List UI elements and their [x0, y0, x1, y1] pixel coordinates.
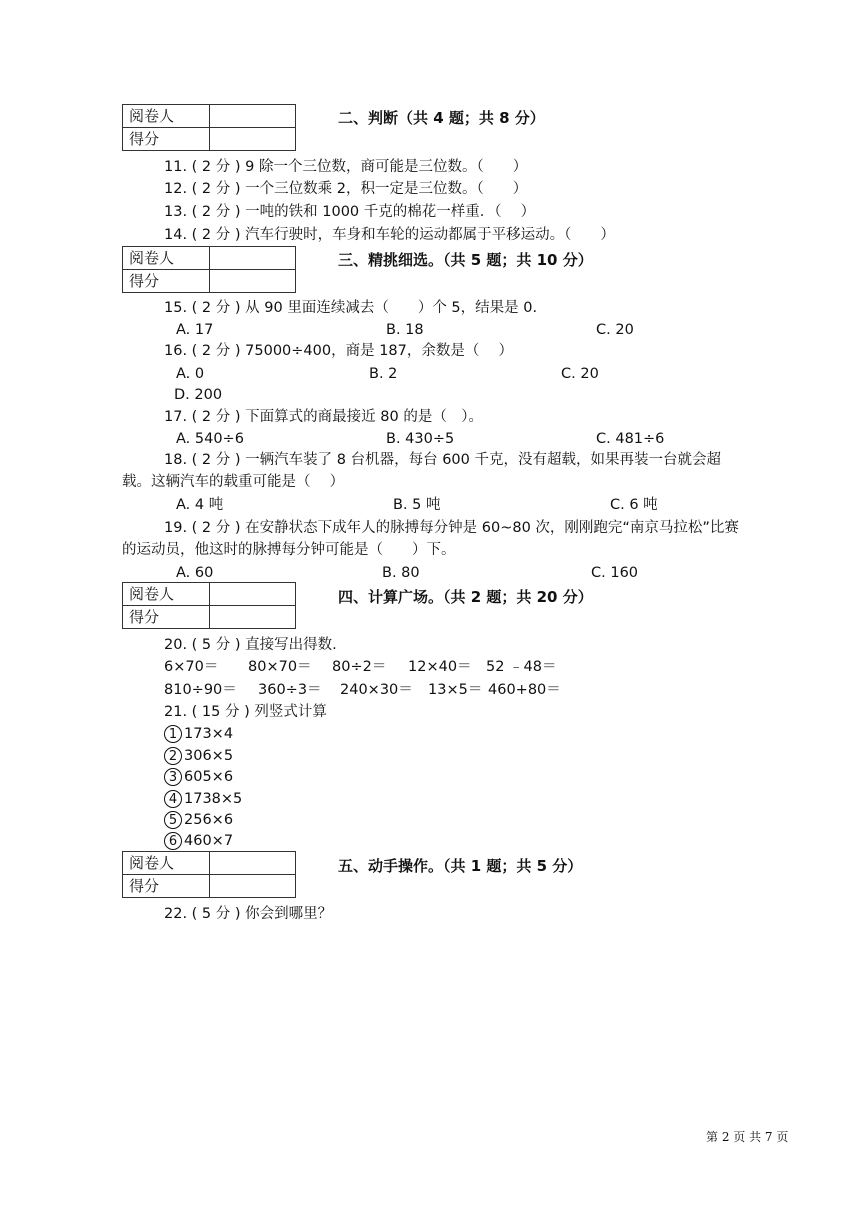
calc-item: 80×70＝	[248, 659, 312, 675]
option-a[interactable]: A. 17	[176, 322, 214, 338]
vertical-calc-item	[164, 746, 233, 766]
score-cell[interactable]	[210, 606, 296, 629]
calc-item: 80÷2＝	[332, 659, 387, 675]
option-c[interactable]: C. 160	[591, 565, 639, 581]
reviewer-label: 阅卷人	[123, 105, 210, 128]
score-label: 得分	[123, 128, 210, 151]
option-b[interactable]: B. 2	[369, 366, 398, 382]
score-cell[interactable]	[210, 875, 296, 898]
page-footer: 第 2 页 共 7 页	[706, 1130, 789, 1144]
score-box	[122, 851, 296, 898]
circled-number: 1	[164, 725, 182, 743]
vertical-calc-item	[164, 789, 242, 809]
question-16: 16. ( 2 分 ) 75000÷400，商是 187，余数是（ ）	[164, 343, 513, 359]
section-title: 二、判断（共 4 题；共 8 分）	[338, 109, 545, 127]
option-c[interactable]: C. 20	[561, 366, 599, 382]
circled-number: 5	[164, 811, 182, 829]
circled-number: 3	[164, 768, 182, 786]
calc-item: 360÷3＝	[258, 682, 322, 698]
score-label: 得分	[123, 270, 210, 293]
reviewer-label: 阅卷人	[123, 852, 210, 875]
option-a[interactable]: A. 4 吨	[176, 497, 224, 513]
option-c[interactable]: C. 481÷6	[596, 431, 665, 447]
option-a[interactable]: A. 540÷6	[176, 431, 244, 447]
reviewer-cell[interactable]	[210, 105, 296, 128]
question-15: 15. ( 2 分 ) 从 90 里面连续减去（ ）个 5，结果是 0.	[164, 300, 538, 316]
calc-expression: 460×7	[184, 833, 234, 849]
calc-item: 460+80＝	[488, 682, 561, 698]
reviewer-cell[interactable]	[210, 247, 296, 270]
vertical-calc-item	[164, 810, 233, 830]
calc-expression: 306×5	[184, 748, 234, 764]
question-17: 17. ( 2 分 ) 下面算式的商最接近 80 的是（ ）。	[164, 409, 484, 425]
section-title: 四、计算广场。（共 2 题；共 20 分）	[338, 588, 593, 606]
option-b[interactable]: B. 5 吨	[393, 497, 441, 513]
score-box	[122, 246, 296, 293]
score-label: 得分	[123, 606, 210, 629]
score-cell[interactable]	[210, 128, 296, 151]
calc-item: 52 ﹣48＝	[486, 659, 557, 675]
question-19: 19. ( 2 分 ) 在安静状态下成年人的脉搏每分钟是 60~80 次，刚刚跑完“南京马拉松”比赛的运动员，他这时的脉搏每分钟可能是（ ）下。	[122, 520, 739, 558]
reviewer-cell[interactable]	[210, 583, 296, 606]
vertical-calc-item	[164, 767, 233, 787]
question-20: 20. ( 5 分 ) 直接写出得数.	[164, 637, 337, 653]
calc-row-2	[164, 680, 561, 700]
circled-number: 6	[164, 832, 182, 850]
option-a[interactable]: A. 60	[176, 565, 214, 581]
question-21: 21. ( 15 分 ) 列竖式计算	[164, 704, 327, 720]
score-cell[interactable]	[210, 270, 296, 293]
section-title: 五、动手操作。（共 1 题；共 5 分）	[338, 857, 583, 875]
calc-item: 240×30＝	[340, 682, 413, 698]
question-22: 22. ( 5 分 ) 你会到哪里？	[164, 906, 333, 922]
reviewer-label: 阅卷人	[123, 247, 210, 270]
option-d[interactable]: D. 200	[174, 387, 223, 403]
vertical-calc-item	[164, 831, 233, 851]
score-box	[122, 104, 296, 151]
option-b[interactable]: B. 18	[386, 322, 424, 338]
option-c[interactable]: C. 20	[596, 322, 634, 338]
calc-item: 810÷90＝	[164, 682, 237, 698]
reviewer-label: 阅卷人	[123, 583, 210, 606]
score-label: 得分	[123, 875, 210, 898]
circled-number: 2	[164, 747, 182, 765]
question-13: 13. ( 2 分 ) 一吨的铁和 1000 千克的棉花一样重．（ ）	[164, 204, 536, 220]
reviewer-cell[interactable]	[210, 852, 296, 875]
option-b[interactable]: B. 430÷5	[386, 431, 455, 447]
calc-expression: 605×6	[184, 769, 234, 785]
question-12: 12. ( 2 分 ) 一个三位数乘 2，积一定是三位数。（ ）	[164, 181, 528, 197]
option-b[interactable]: B. 80	[382, 565, 420, 581]
calc-row-1	[164, 657, 557, 677]
calc-item: 12×40＝	[408, 659, 472, 675]
option-c[interactable]: C. 6 吨	[610, 497, 658, 513]
circled-number: 4	[164, 790, 182, 808]
option-a[interactable]: A. 0	[176, 366, 205, 382]
question-11: 11. ( 2 分 ) 9 除一个三位数，商可能是三位数。（ ）	[164, 159, 528, 175]
section-title: 三、精挑细选。（共 5 题；共 10 分）	[338, 251, 593, 269]
question-18: 18. ( 2 分 ) 一辆汽车装了 8 台机器，每台 600 千克，没有超载，如果再装一台就会超载。这辆汽车的载重可能是（ ）	[122, 452, 721, 490]
calc-expression: 1738×5	[184, 791, 243, 807]
score-box	[122, 582, 296, 629]
vertical-calc-item	[164, 724, 233, 744]
question-14: 14. ( 2 分 ) 汽车行驶时，车身和车轮的运动都属于平移运动。（ ）	[164, 227, 615, 243]
calc-expression: 256×6	[184, 812, 234, 828]
calc-item: 6×70＝	[164, 659, 219, 675]
calc-item: 13×5＝	[428, 682, 483, 698]
calc-expression: 173×4	[184, 726, 234, 742]
